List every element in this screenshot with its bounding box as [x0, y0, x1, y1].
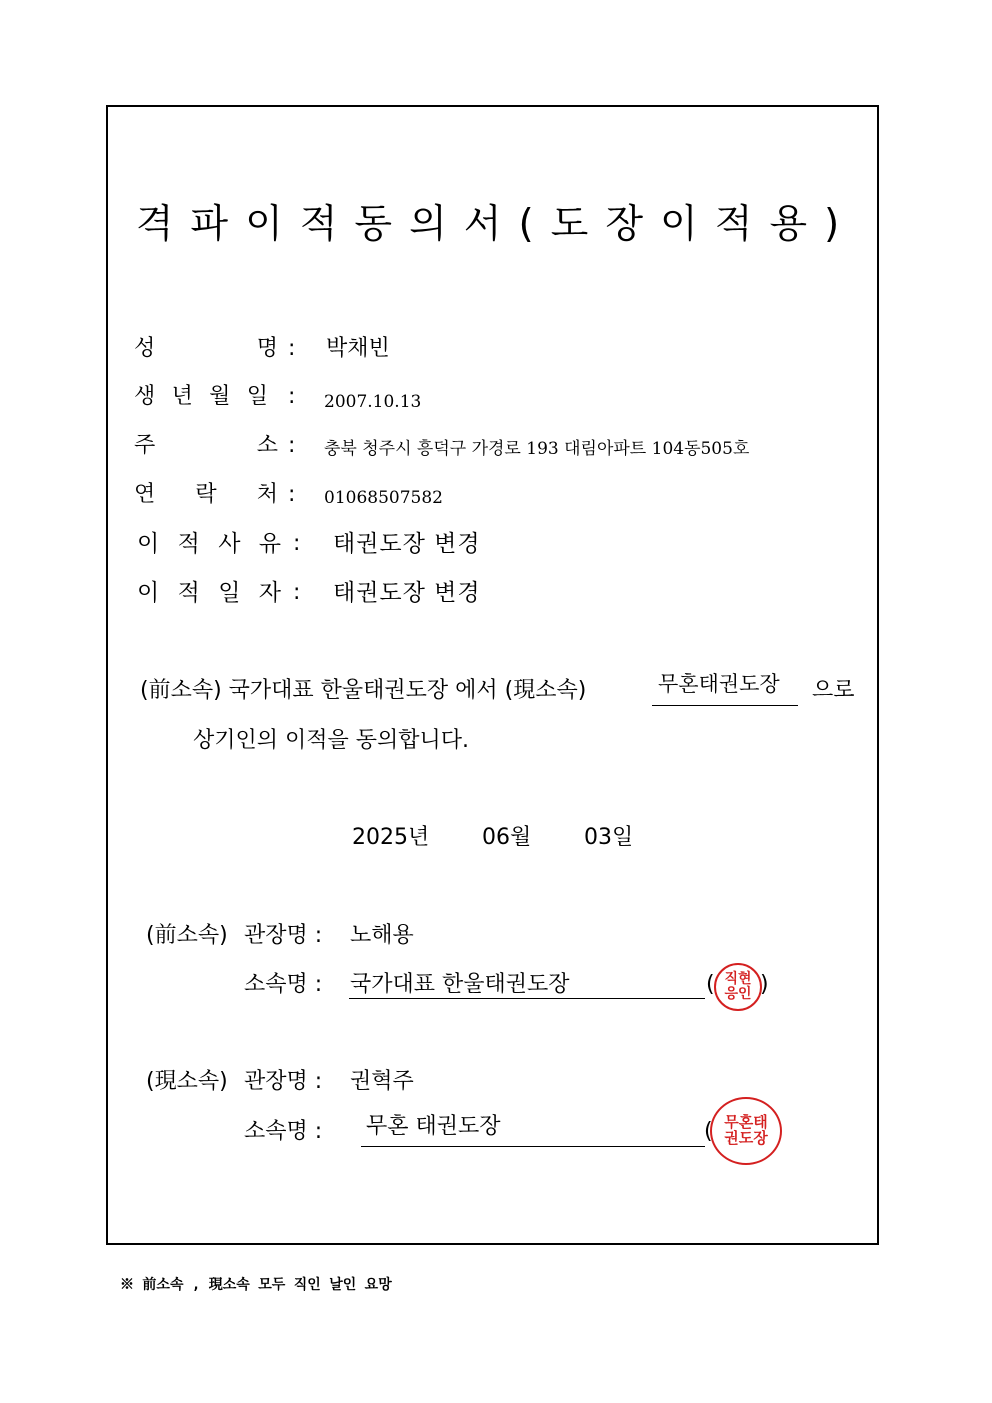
field-label-address: 주 소: [134, 433, 278, 458]
field-value-reason: 태권도장 변경: [333, 531, 481, 557]
date-day: 03일: [584, 825, 634, 850]
consent-underline: [652, 705, 798, 706]
curr-director-label: 관장명 :: [244, 1069, 323, 1094]
consent-new-dojang: 무혼태권도장: [658, 672, 780, 696]
curr-seal-line1: 무혼태: [724, 1113, 768, 1132]
curr-affiliation: 무혼 태권도장: [366, 1114, 501, 1139]
prev-paren-close: ): [760, 972, 769, 997]
prev-director: 노해용: [350, 923, 414, 948]
prev-director-label: 관장명 :: [244, 923, 323, 948]
field-value-birth: 2007.10.13: [324, 392, 422, 412]
prev-heading: (前소속): [146, 923, 228, 948]
curr-paren-open: (: [704, 1119, 713, 1144]
curr-director: 권혁주: [350, 1069, 414, 1094]
consent-line1-post: 으로: [812, 678, 855, 703]
prev-seal-stamp: [714, 963, 762, 1011]
field-label-contact: 연 락 처: [134, 482, 278, 507]
field-label-date: 이 적 일 자: [137, 580, 281, 606]
curr-affiliation-underline: [361, 1146, 705, 1147]
prev-affiliation: 국가대표 한울태권도장: [350, 972, 570, 997]
field-value-name: 박채빈: [326, 336, 390, 361]
prev-affiliation-label: 소속명 :: [244, 972, 323, 997]
field-value-transfer-date: 태권도장 변경: [333, 580, 481, 606]
curr-seal-stamp: [710, 1097, 782, 1165]
field-sep: :: [293, 580, 301, 605]
field-value-contact: 01068507582: [324, 488, 443, 508]
field-label-birth: 생 년 월 일: [134, 384, 268, 409]
field-label-name: 성 명: [134, 336, 278, 361]
consent-line2: 상기인의 이적을 동의합니다.: [193, 728, 470, 753]
prev-affiliation-underline: [349, 998, 705, 999]
consent-line1-pre: (前소속) 국가대표 한울태권도장 에서 (現소속): [140, 678, 587, 703]
field-value-address: 충북 청주시 흥덕구 가경로 193 대림아파트 104동505호: [324, 439, 750, 459]
field-sep: :: [288, 433, 296, 458]
curr-heading: (現소속): [146, 1069, 228, 1094]
prev-seal-text2: 응인: [724, 986, 752, 1002]
field-sep: :: [288, 482, 296, 507]
prev-seal-text: 직현: [724, 971, 752, 988]
curr-seal-line2: 권도장: [724, 1129, 768, 1147]
field-sep: :: [288, 336, 296, 361]
curr-affiliation-label: 소속명 :: [244, 1119, 323, 1144]
date-year: 2025년: [352, 825, 430, 850]
field-label-reason: 이 적 사 유: [137, 531, 281, 557]
prev-paren-open: (: [706, 972, 715, 997]
field-sep: :: [288, 384, 296, 409]
document-title: 격파이적동의서(도장이적용): [135, 202, 857, 247]
field-sep: :: [293, 531, 301, 556]
date-month: 06월: [482, 825, 532, 850]
footnote: ※ 前소속 , 現소속 모두 직인 날인 요망: [120, 1277, 392, 1293]
